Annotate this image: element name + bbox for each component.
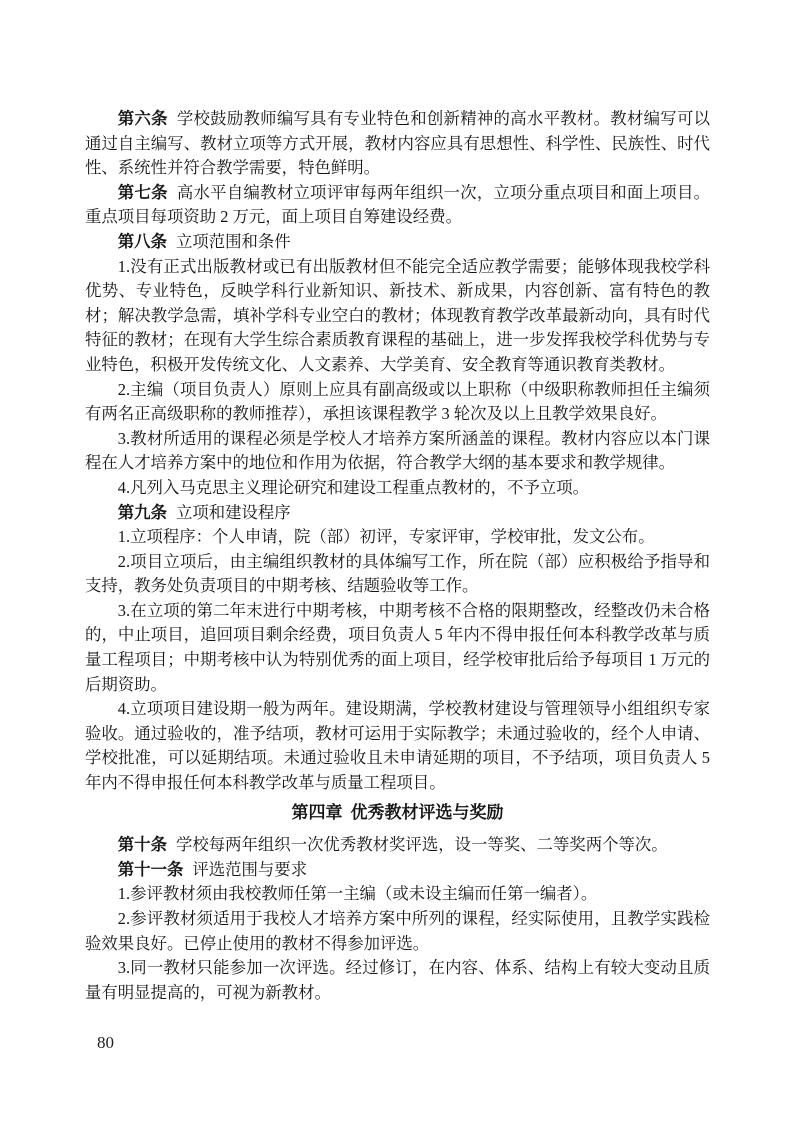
article-number-label: 第十条 <box>117 835 167 855</box>
list-item-paragraph: 2.项目立项后，由主编组织教材的具体编写工作，所在院（部）应积极给予指导和支持，教务处负责项目的中期考核、结题验收等工作。 <box>85 551 710 596</box>
article-number-label: 第九条 <box>117 502 167 522</box>
list-item-paragraph: 1.没有正式出版教材或已有出版教材但不能完全适应教学需要；能够体现我校学科优势、专业特色，反映学科行业新知识、新技术、新成果，内容创新、富有特色的教材；解决教学急需，填补学科专业空白的教材；体现教育教学改革最新动向，具有时代特征的教材；在现有大学生综合素质教育课程的基础上，进一步发挥我校学科优势与专业特色，积极开发传统文化、人文素养、大学美育、安全教育等通识教育类教材。 <box>85 256 710 374</box>
article-paragraph <box>85 833 710 858</box>
page-number: 80 <box>97 1033 114 1052</box>
article-number-label: 第六条 <box>117 109 168 128</box>
chapter-heading <box>85 801 710 826</box>
paragraph-text: 立项范围和条件 <box>175 231 291 251</box>
list-item-paragraph: 4.立项项目建设期一般为两年。建设期满，学校教材建设与管理领导小组组织专家验收。通过验收的，准予结项，教材可运用于实际教学；未通过验收的，经个人申请、学校批准，可以延期结项。未通过验收且未申请延期的项目，不予结项，项目负责人 5 年内不得申报任何本科教学改革与质量工程项目。 <box>85 699 710 793</box>
list-item-paragraph: 2.主编（项目负责人）原则上应具有副高级或以上职称（中级职称教师担任主编须有两名正高级职称的教师推荐），承担该课程教学 3 轮次及以上且教学效果良好。 <box>85 379 710 424</box>
list-item-paragraph: 4.凡列入马克思主义理论研究和建设工程重点教材的，不予立项。 <box>117 477 590 497</box>
document-body <box>85 107 710 1005</box>
list-item-paragraph: 1.立项程序：个人申请，院（部）初评，专家评审，学校审批，发文公布。 <box>117 527 655 547</box>
list-item-paragraph: 3.教材所适用的课程必须是学校人才培养方案所涵盖的课程。教材内容应以本门课程在人才培养方案中的地位和作用为依据，符合教学大纲的基本要求和教学规律。 <box>85 428 710 473</box>
article-number-label: 第十一条 <box>117 859 184 879</box>
paragraph-text: 立项和建设程序 <box>175 502 291 522</box>
list-item-paragraph: 2.参评教材须适用于我校人才培养方案中所列的课程，经实际使用，且教学实践检验效果良好。已停止使用的教材不得参加评选。 <box>85 909 710 953</box>
paragraph-text: 高水平自编教材立项评审每两年组织一次，立项分重点项目和面上项目。重点项目每项资助 2 万元，面上项目自筹建设经费。 <box>85 182 711 227</box>
article-paragraph <box>85 858 710 883</box>
article-paragraph <box>85 107 710 181</box>
article-number-label: 第八条 <box>117 231 167 251</box>
paragraph-text: 评选范围与要求 <box>192 859 308 879</box>
article-paragraph <box>85 181 710 230</box>
list-item-paragraph: 1.参评教材须由我校教师任第一主编（或未设主编而任第一编者）。 <box>117 884 598 904</box>
article-paragraph <box>85 501 710 526</box>
chapter-number-label: 第四章 <box>291 802 343 822</box>
article-paragraph <box>85 230 710 255</box>
list-item-paragraph: 3.在立项的第二年末进行中期考核，中期考核不合格的限期整改，经整改仍未合格的，中止项目，追回项目剩余经费，项目负责人 5 年内不得申报任何本科教学改革与质量工程项目；中期考核中认为特别优秀的面上项目，经学校审批后给予每项目 1 万元的后期资助。 <box>85 600 710 694</box>
paragraph-text: 学校每两年组织一次优秀教材奖评选，设一等奖、二等奖两个等次。 <box>175 835 668 855</box>
paragraph-text: 优秀教材评选与奖励 <box>350 802 504 822</box>
list-item-paragraph: 3.同一教材只能参加一次评选。经过修订，在内容、体系、结构上有较大变动且质量有明显提高的，可视为新教材。 <box>85 958 710 1002</box>
paragraph-text: 学校鼓励教师编写具有专业特色和创新精神的高水平教材。教材编写可以通过自主编写、教材立项等方式开展，教材内容应具有思想性、科学性、民族性、时代性、系统性并符合教学需要，特色鲜明。 <box>85 109 711 178</box>
article-number-label: 第七条 <box>117 182 168 202</box>
